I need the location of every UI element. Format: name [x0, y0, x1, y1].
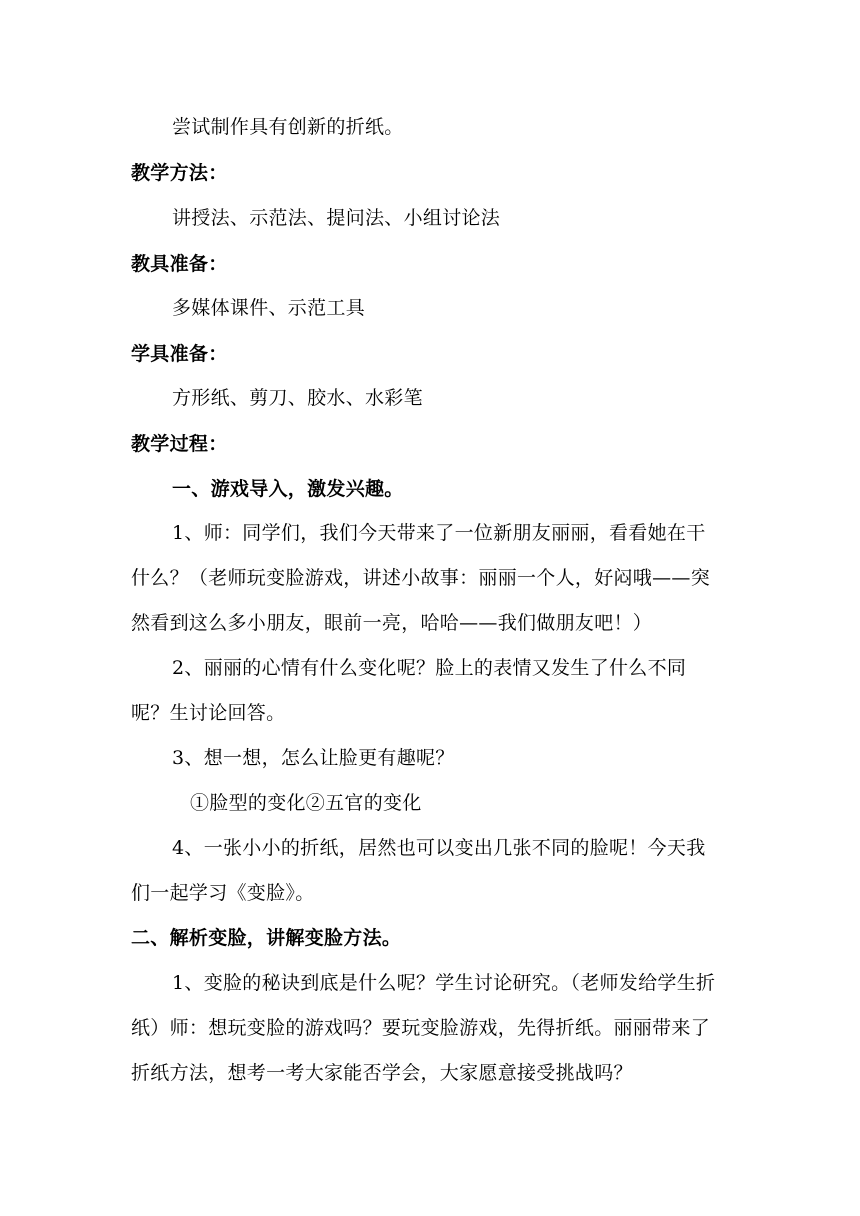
paragraph-line: 折纸方法，想考一考大家能否学会，大家愿意接受挑战吗？: [131, 1062, 633, 1084]
section-heading-student-tools: 学具准备：: [131, 343, 228, 365]
section-heading-teaching-method: 教学方法：: [131, 162, 228, 184]
paragraph-line: 然看到这么多小朋友，眼前一亮，哈哈——我们做朋友吧！）: [131, 612, 653, 634]
body-text-line: 讲授法、示范法、提问法、小组讨论法: [172, 207, 501, 229]
section-heading-teaching-process: 教学过程：: [131, 433, 228, 455]
body-text-line: 多媒体课件、示范工具: [172, 297, 366, 319]
body-text-line: 尝试制作具有创新的折纸。: [172, 116, 404, 138]
paragraph-line: 呢？生讨论回答。: [131, 702, 286, 724]
paragraph-line: 1、变脸的秘诀到底是什么呢？学生讨论研究。（老师发给学生折: [172, 972, 716, 994]
body-text-line: 方形纸、剪刀、胶水、水彩笔: [172, 387, 423, 409]
paragraph-line-sublist: ①脸型的变化②五官的变化: [190, 792, 422, 814]
paragraph-line: 们一起学习《变脸》。: [131, 882, 315, 904]
paragraph-line: 1、师：同学们，我们今天带来了一位新朋友丽丽，看看她在干: [172, 522, 706, 544]
paragraph-line: 4、一张小小的折纸，居然也可以变出几张不同的脸呢！今天我: [172, 837, 706, 859]
subsection-heading-2: 二、解析变脸，讲解变脸方法。: [131, 927, 402, 949]
paragraph-line: 2、丽丽的心情有什么变化呢？脸上的表情又发生了什么不同: [172, 657, 687, 679]
paragraph-line: 3、想一想，怎么让脸更有趣呢？: [172, 747, 455, 769]
subsection-heading-1: 一、游戏导入，激发兴趣。: [172, 478, 404, 500]
paragraph-line: 纸）师：想玩变脸的游戏吗？要玩变脸游戏，先得折纸。丽丽带来了: [131, 1017, 711, 1039]
paragraph-line: 什么？（老师玩变脸游戏，讲述小故事：丽丽一个人，好闷哦——突: [131, 567, 711, 589]
section-heading-teaching-tools: 教具准备：: [131, 253, 228, 275]
